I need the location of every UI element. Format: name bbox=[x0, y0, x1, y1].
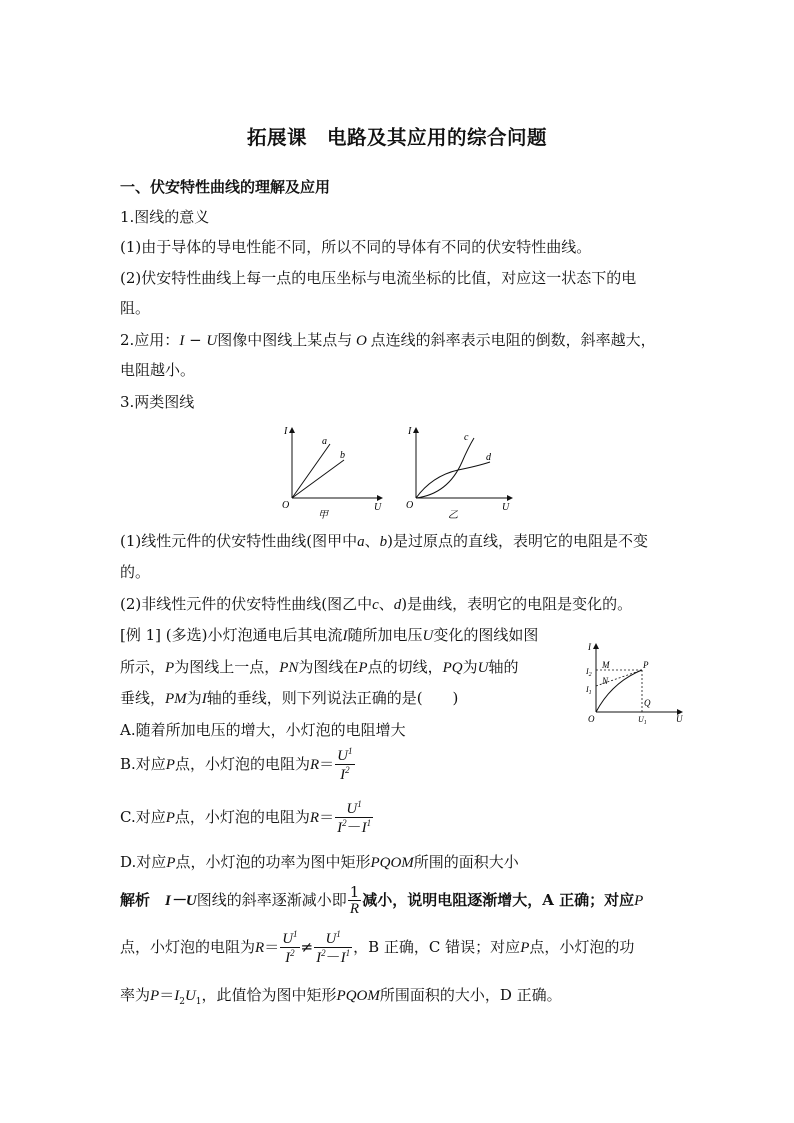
solution-line2: 点，小灯泡的电阻为R＝ $\frac{U^1}{I^2}$ ≠ $\frac{U^1}{I^2-I^1}$ ，B 正确，C 错误；对应P点，小灯泡的功 bbox=[120, 929, 635, 966]
line-b bbox=[292, 460, 344, 498]
n-label: N bbox=[602, 676, 609, 686]
iu-symbol: I bbox=[179, 333, 185, 349]
subheading-meaning: 1.图线的意义 bbox=[120, 208, 210, 226]
line-a bbox=[292, 444, 330, 498]
origin-label: O bbox=[282, 500, 290, 511]
page-title: 拓展课 电路及其应用的综合问题 bbox=[246, 126, 547, 149]
label-d: d bbox=[486, 452, 491, 463]
paragraph-1b-line1: (2)伏安特性曲线上每一点的电压坐标与电流坐标的比值，对应这一状态下的电 bbox=[120, 269, 637, 287]
q-label: Q bbox=[644, 698, 651, 708]
y-axis-label: I bbox=[588, 642, 591, 652]
caption-jia: 甲 bbox=[318, 510, 328, 520]
figure-linear-iu-graph bbox=[278, 420, 388, 520]
i2-label: $I_2$ bbox=[586, 667, 592, 678]
option-c: C.对应P点，小灯泡的电阻为R＝ $\frac{U^1}{I^2-I^1}$ bbox=[120, 799, 372, 836]
linear-description-line1: (1)线性元件的伏安特性曲线(图甲中a、b)是过原点的直线，表明它的电阻是不变 bbox=[120, 532, 648, 550]
example-1-line1: [例 1] (多选)小灯泡通电后其电流I随所加电压U变化的图线如图 bbox=[120, 626, 539, 644]
label-a: a bbox=[322, 436, 327, 447]
example-1-line3: 垂线，PM为I轴的垂线，则下列说法正确的是( ) bbox=[120, 689, 459, 707]
application-label: 2.应用： bbox=[120, 331, 180, 349]
section-heading: 一、伏安特性曲线的理解及应用 bbox=[120, 178, 331, 196]
fraction-u1-over-i2: $\frac{U^1}{I^2}$ bbox=[337, 746, 353, 783]
paragraph-1b-line2: 阻。 bbox=[120, 299, 151, 317]
x-axis-label: U bbox=[374, 502, 382, 513]
solution-label: 解析 bbox=[120, 891, 151, 909]
subheading-two-types: 3.两类图线 bbox=[120, 393, 195, 411]
i1-label: $I_1$ bbox=[586, 685, 592, 696]
fraction-one-over-r: $\frac{1}{R}$ bbox=[349, 883, 360, 917]
example-1-line2: 所示，P为图线上一点，PN为图线在P点的切线，PQ为U轴的 bbox=[120, 658, 519, 676]
y-axis-label: I bbox=[284, 426, 288, 437]
nonlinear-description: (2)非线性元件的伏安特性曲线(图乙中c、d)是曲线，表明它的电阻是变化的。 bbox=[120, 595, 633, 613]
option-a: A.随着所加电压的增大，小灯泡的电阻增大 bbox=[120, 721, 406, 739]
x-axis-label: U bbox=[502, 502, 510, 513]
u1-label: $U_1$ bbox=[638, 715, 647, 726]
label-b: b bbox=[340, 450, 345, 461]
origin-label: O bbox=[588, 714, 595, 724]
solution-line1: 解析 I－U图线的斜率逐渐减小即 $\frac{1}{R}$ 减小，说明电阻逐渐增大，A 正确；对应P bbox=[120, 883, 644, 917]
paragraph-2-line2: 电阻越小。 bbox=[120, 361, 196, 379]
m-label: M bbox=[602, 660, 610, 670]
solution-line3: 率为$P=I_2U_1$，此值恰为图中矩形PQOM所围面积的大小，D 正确。 bbox=[120, 986, 562, 1007]
paragraph-1a: (1)由于导体的导电性能不同，所以不同的导体有不同的伏安特性曲线。 bbox=[120, 238, 592, 256]
option-b: B.对应P点，小灯泡的电阻为R＝ $\frac{U^1}{I^2}$ bbox=[120, 746, 353, 783]
label-c: c bbox=[464, 432, 469, 443]
p-label: P bbox=[643, 660, 649, 670]
fraction-u1-over-i2-minus-i1: $\frac{U^1}{I^2-I^1}$ bbox=[337, 799, 372, 836]
figure-bulb-iu-graph bbox=[584, 638, 688, 730]
y-axis-label: I bbox=[408, 426, 412, 437]
curve-d bbox=[416, 462, 490, 498]
option-d: D.对应P点，小灯泡的功率为图中矩形PQOM所围的面积大小 bbox=[120, 853, 519, 871]
caption-yi: 乙 bbox=[448, 510, 458, 520]
origin-label: O bbox=[406, 500, 414, 511]
paragraph-2-line1: 2.应用：I − U图像中图线上某点与 O 点连线的斜率表示电阻的倒数，斜率越大， bbox=[120, 331, 656, 349]
figure-nonlinear-iu-graph bbox=[402, 420, 520, 520]
linear-description-line2: 的。 bbox=[120, 563, 151, 581]
x-axis-label: U bbox=[676, 714, 683, 724]
